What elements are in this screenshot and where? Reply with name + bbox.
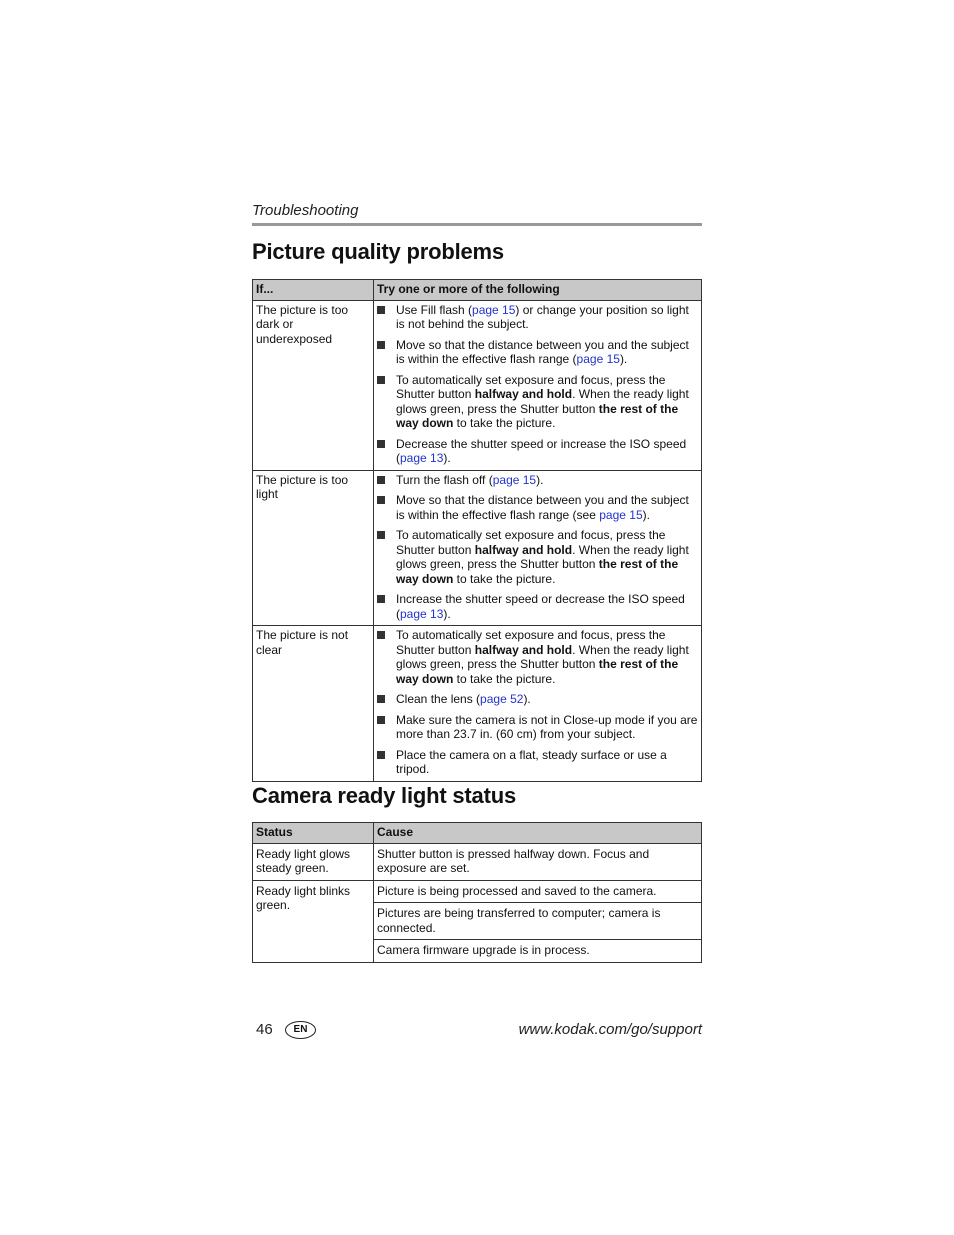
table-row [253, 880, 702, 903]
square-bullet-icon [377, 476, 385, 484]
solution-item: Turn the flash off (page 15). [377, 473, 698, 488]
emphasis-text: halfway and hold [474, 642, 573, 657]
solution-item: Make sure the camera is not in Close-up mode if you are more than 23.7 in. (60 cm) from your subject. [377, 713, 698, 742]
page-link[interactable]: page 13 [400, 606, 444, 621]
page-link[interactable]: page 13 [400, 451, 444, 465]
header-rule [252, 223, 702, 226]
page-link[interactable]: page 15 [599, 507, 643, 522]
solutions-cell [374, 300, 702, 470]
solution-item: To automatically set exposure and focus, press the Shutter button halfway and hold. When the ready light glows green, press the Shutter button the rest of the way down to take the picture. [377, 373, 698, 431]
square-bullet-icon [377, 531, 385, 539]
problem-cell: The picture is too dark or underexposed [253, 300, 374, 470]
emphasis-text: the rest of the way down [396, 557, 679, 586]
page-link[interactable]: page 52 [480, 692, 524, 706]
square-bullet-icon [377, 631, 385, 639]
square-bullet-icon [377, 751, 385, 759]
cause-cell: Pictures are being transferred to computer; camera is connected. [374, 903, 702, 940]
picture-quality-heading: Picture quality problems [252, 239, 504, 264]
problem-cell: The picture is not clear [253, 626, 374, 782]
square-bullet-icon [377, 496, 385, 504]
solutions-cell [374, 470, 702, 626]
page-link[interactable]: page 15 [492, 472, 537, 487]
table-row [253, 300, 702, 470]
picture-quality-rows [253, 300, 702, 781]
problem-cell: The picture is too light [253, 470, 374, 626]
square-bullet-icon [377, 595, 385, 603]
status-cell: Ready light blinks green. [253, 880, 374, 962]
square-bullet-icon [377, 306, 385, 314]
square-bullet-icon [377, 716, 385, 724]
solution-list [377, 303, 698, 466]
table-row [253, 843, 702, 880]
camera-ready-rows [253, 843, 702, 962]
column-header-status: Status [253, 823, 374, 844]
square-bullet-icon [377, 440, 385, 448]
page-link[interactable]: page 15 [472, 302, 516, 317]
picture-quality-table [252, 279, 702, 782]
solution-item: Use Fill flash (page 15) or change your position so light is not behind the subject. [377, 303, 698, 332]
square-bullet-icon [377, 341, 385, 349]
emphasis-text: halfway and hold [474, 542, 573, 557]
solution-item: Decrease the shutter speed or increase the ISO speed (page 13). [377, 437, 698, 466]
emphasis-text: halfway and hold [474, 387, 573, 401]
solution-item: Clean the lens (page 52). [377, 692, 698, 707]
column-header-try: Try one or more of the following [374, 280, 702, 301]
section-label: Troubleshooting [252, 202, 359, 219]
cause-cell: Picture is being processed and saved to the camera. [374, 880, 702, 903]
solution-item: To automatically set exposure and focus, press the Shutter button halfway and hold. When the ready light glows green, press the Shutter button the rest of the way down to take the picture. [377, 628, 698, 686]
status-cell: Ready light glows steady green. [253, 843, 374, 880]
square-bullet-icon [377, 376, 385, 384]
solutions-cell [374, 626, 702, 782]
table-row [253, 626, 702, 782]
language-badge: EN [285, 1021, 316, 1039]
solution-item: Move so that the distance between you and the subject is within the effective flash range (page 15). [377, 338, 698, 367]
column-header-if: If... [253, 280, 374, 301]
page-number: 46 [256, 1021, 273, 1038]
table-row [253, 470, 702, 626]
solution-list [377, 473, 698, 622]
camera-ready-heading: Camera ready light status [252, 783, 516, 808]
solution-item: Move so that the distance between you and the subject is within the effective flash range (see page 15). [377, 493, 698, 522]
page-link[interactable]: page 15 [576, 352, 620, 366]
emphasis-text: the rest of the way down [396, 657, 679, 686]
solution-item: Place the camera on a flat, steady surface or use a tripod. [377, 748, 698, 777]
cause-cell: Camera firmware upgrade is in process. [374, 940, 702, 963]
solution-list [377, 628, 698, 777]
column-header-cause: Cause [374, 823, 702, 844]
emphasis-text: the rest of the way down [396, 401, 679, 430]
solution-item: To automatically set exposure and focus, press the Shutter button halfway and hold. When the ready light glows green, press the Shutter button the rest of the way down to take the picture. [377, 528, 698, 586]
square-bullet-icon [377, 695, 385, 703]
cause-cell: Shutter button is pressed halfway down. Focus and exposure are set. [374, 843, 702, 880]
camera-ready-table [252, 822, 702, 963]
support-url[interactable]: www.kodak.com/go/support [518, 1021, 702, 1038]
solution-item: Increase the shutter speed or decrease the ISO speed (page 13). [377, 592, 698, 621]
